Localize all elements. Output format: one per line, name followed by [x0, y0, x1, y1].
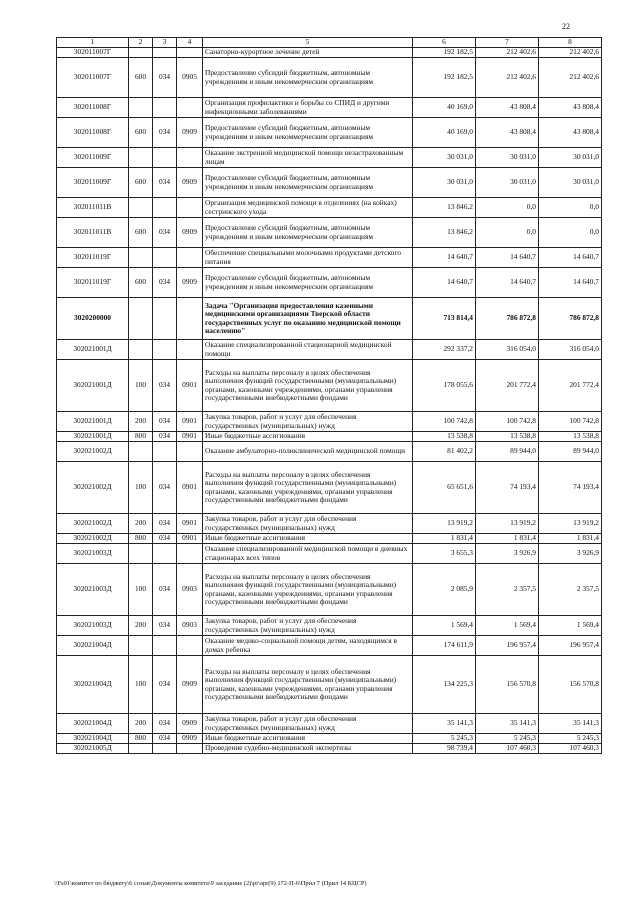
cell-code: 302011009Г	[57, 148, 129, 168]
cell-expense-type: 200	[129, 714, 153, 734]
cell-amount-col6: 292 337,2	[413, 340, 476, 360]
cell-amount-col6: 81 402,2	[413, 442, 476, 462]
cell-description: Иные бюджетные ассигнования	[203, 734, 413, 744]
cell-department: 034	[153, 432, 177, 442]
cell-code: 302021003Д	[57, 564, 129, 616]
cell-department	[153, 544, 177, 564]
cell-expense-type	[129, 48, 153, 58]
cell-code: 302021002Д	[57, 462, 129, 514]
table-row	[57, 462, 602, 514]
cell-code: 302021004Д	[57, 714, 129, 734]
cell-department: 034	[153, 218, 177, 248]
table-row	[57, 636, 602, 656]
cell-expense-type: 800	[129, 432, 153, 442]
cell-amount-col7: 14 640,7	[476, 268, 539, 298]
cell-department	[153, 98, 177, 118]
cell-section: 0901	[177, 462, 203, 514]
cell-amount-col6: 30 031,0	[413, 148, 476, 168]
cell-section: 0901	[177, 534, 203, 544]
cell-amount-col6: 134 225,3	[413, 656, 476, 714]
cell-amount-col7: 786 872,8	[476, 298, 539, 340]
cell-amount-col6: 40 169,0	[413, 98, 476, 118]
cell-section: 0909	[177, 218, 203, 248]
cell-description: Закупка товаров, работ и услуг для обеспечения государственных (муниципальных) нужд	[203, 714, 413, 734]
table-row	[57, 268, 602, 298]
cell-amount-col7: 212 402,6	[476, 48, 539, 58]
cell-section: 0901	[177, 360, 203, 412]
cell-department	[153, 744, 177, 754]
cell-description: Предоставление субсидий бюджетным, автономным учреждениям и иным некоммерческим организациям	[203, 218, 413, 248]
cell-amount-col7: 89 944,0	[476, 442, 539, 462]
cell-amount-col8: 196 957,4	[539, 636, 602, 656]
cell-section	[177, 636, 203, 656]
cell-code: 302021001Д	[57, 412, 129, 432]
cell-section	[177, 198, 203, 218]
cell-expense-type	[129, 544, 153, 564]
cell-description: Организация медицинской помощи в отделениях (на койках) сестринского ухода	[203, 198, 413, 218]
table-row	[57, 514, 602, 534]
cell-amount-col7: 30 031,0	[476, 168, 539, 198]
cell-section: 0909	[177, 714, 203, 734]
cell-section: 0909	[177, 268, 203, 298]
cell-department: 034	[153, 360, 177, 412]
page-number: 22	[562, 22, 570, 31]
cell-section: 0909	[177, 656, 203, 714]
table-row	[57, 544, 602, 564]
cell-amount-col7: 43 808,4	[476, 98, 539, 118]
cell-amount-col7: 316 054,0	[476, 340, 539, 360]
cell-expense-type	[129, 442, 153, 462]
cell-section	[177, 340, 203, 360]
cell-department	[153, 148, 177, 168]
cell-amount-col8: 13 919,2	[539, 514, 602, 534]
cell-amount-col7: 212 402,6	[476, 58, 539, 98]
cell-amount-col8: 30 031,0	[539, 148, 602, 168]
cell-code: 302021005Д	[57, 744, 129, 754]
cell-department: 034	[153, 168, 177, 198]
cell-code: 3020200000	[57, 298, 129, 340]
cell-amount-col6: 1 831,4	[413, 534, 476, 544]
cell-amount-col8: 14 640,7	[539, 248, 602, 268]
file-path-footer: \\Fs01\комитет по бюджету\6 созыв\Документы комитета\9 заседание (2)\pr\apr(9) 172-П-6\Прил 7 (Прил 14 КЦСР)	[54, 880, 367, 887]
header-col-8: 8	[539, 38, 602, 48]
cell-amount-col7: 43 808,4	[476, 118, 539, 148]
cell-code: 302021002Д	[57, 514, 129, 534]
cell-amount-col7: 35 141,3	[476, 714, 539, 734]
cell-department	[153, 48, 177, 58]
cell-description: Оказание экстренной медицинской помощи незастрахованным лицам	[203, 148, 413, 168]
cell-expense-type: 100	[129, 564, 153, 616]
cell-department: 034	[153, 656, 177, 714]
header-col-2: 2	[129, 38, 153, 48]
cell-code: 302011007Г	[57, 48, 129, 58]
cell-description: Предоставление субсидий бюджетным, автономным учреждениям и иным некоммерческим организациям	[203, 168, 413, 198]
budget-table-container	[56, 37, 601, 754]
cell-department: 034	[153, 412, 177, 432]
cell-amount-col6: 40 169,0	[413, 118, 476, 148]
cell-amount-col6: 13 846,2	[413, 218, 476, 248]
cell-amount-col7: 196 957,4	[476, 636, 539, 656]
cell-amount-col7: 1 831,4	[476, 534, 539, 544]
cell-amount-col8: 156 570,8	[539, 656, 602, 714]
cell-description: Иные бюджетные ассигнования	[203, 534, 413, 544]
cell-amount-col6: 5 245,3	[413, 734, 476, 744]
cell-expense-type: 200	[129, 616, 153, 636]
cell-department	[153, 636, 177, 656]
cell-department: 034	[153, 714, 177, 734]
cell-section	[177, 442, 203, 462]
cell-section	[177, 148, 203, 168]
cell-description: Закупка товаров, работ и услуг для обеспечения государственных (муниципальных) нужд	[203, 514, 413, 534]
cell-expense-type	[129, 744, 153, 754]
header-col-1: 1	[57, 38, 129, 48]
cell-expense-type: 100	[129, 656, 153, 714]
cell-amount-col7: 2 357,5	[476, 564, 539, 616]
cell-amount-col6: 13 919,2	[413, 514, 476, 534]
table-row	[57, 168, 602, 198]
cell-code: 302011008Г	[57, 98, 129, 118]
cell-expense-type: 800	[129, 534, 153, 544]
cell-amount-col7: 156 570,8	[476, 656, 539, 714]
cell-description: Расходы на выплаты персоналу в целях обеспечения выполнения функций государственными (муниципальными) органами, казенными учреждениями, органами управления государственными внебюджетными фондами	[203, 462, 413, 514]
table-row	[57, 340, 602, 360]
cell-department: 034	[153, 514, 177, 534]
cell-expense-type	[129, 198, 153, 218]
table-row	[57, 744, 602, 754]
cell-amount-col8: 2 357,5	[539, 564, 602, 616]
table-body	[57, 48, 602, 754]
cell-amount-col8: 43 808,4	[539, 118, 602, 148]
cell-amount-col7: 13 538,8	[476, 432, 539, 442]
cell-amount-col6: 174 611,9	[413, 636, 476, 656]
cell-code: 302011008Г	[57, 118, 129, 148]
table-row	[57, 432, 602, 442]
table-row	[57, 98, 602, 118]
cell-amount-col8: 316 054,0	[539, 340, 602, 360]
table-row	[57, 148, 602, 168]
cell-code: 302011007Г	[57, 58, 129, 98]
table-row	[57, 534, 602, 544]
cell-amount-col8: 1 831,4	[539, 534, 602, 544]
cell-amount-col8: 74 193,4	[539, 462, 602, 514]
cell-section: 0905	[177, 58, 203, 98]
cell-amount-col6: 14 640,7	[413, 248, 476, 268]
cell-amount-col8: 35 141,3	[539, 714, 602, 734]
cell-expense-type	[129, 98, 153, 118]
cell-description: Санаторно-курортное лечение детей	[203, 48, 413, 58]
cell-department: 034	[153, 58, 177, 98]
cell-description: Расходы на выплаты персоналу в целях обеспечения выполнения функций государственными (муниципальными) органами, казенными учреждениями, органами управления государственными внебюджетными фондами	[203, 564, 413, 616]
cell-description: Предоставление субсидий бюджетным, автономным учреждениям и иным некоммерческим организациям	[203, 58, 413, 98]
cell-expense-type: 100	[129, 360, 153, 412]
cell-amount-col6: 2 085,9	[413, 564, 476, 616]
cell-amount-col8: 3 926,9	[539, 544, 602, 564]
cell-description: Организация профилактики и борьбы со СПИД и другими инфекционными заболеваниями	[203, 98, 413, 118]
cell-amount-col8: 100 742,8	[539, 412, 602, 432]
header-col-7: 7	[476, 38, 539, 48]
cell-amount-col8: 0,0	[539, 218, 602, 248]
cell-description: Проведение судебно-медицинской экспертизы	[203, 744, 413, 754]
cell-expense-type	[129, 148, 153, 168]
cell-amount-col6: 3 655,3	[413, 544, 476, 564]
cell-amount-col7: 3 926,9	[476, 544, 539, 564]
cell-code: 302021002Д	[57, 534, 129, 544]
table-row	[57, 198, 602, 218]
cell-description: Закупка товаров, работ и услуг для обеспечения государственных (муниципальных) нужд	[203, 616, 413, 636]
cell-code: 302011019Г	[57, 268, 129, 298]
cell-section: 0909	[177, 168, 203, 198]
cell-amount-col6: 178 055,6	[413, 360, 476, 412]
cell-amount-col6: 30 031,0	[413, 168, 476, 198]
cell-description: Оказание медико-социальной помощи детям, находящимся в домах ребенка	[203, 636, 413, 656]
cell-amount-col6: 35 141,3	[413, 714, 476, 734]
table-row	[57, 298, 602, 340]
cell-expense-type: 200	[129, 514, 153, 534]
cell-amount-col8: 107 460,3	[539, 744, 602, 754]
table-row	[57, 564, 602, 616]
cell-amount-col6: 98 739,4	[413, 744, 476, 754]
cell-amount-col8: 212 402,6	[539, 58, 602, 98]
cell-amount-col7: 1 569,4	[476, 616, 539, 636]
cell-department	[153, 298, 177, 340]
cell-department: 034	[153, 534, 177, 544]
cell-expense-type	[129, 248, 153, 268]
cell-section	[177, 744, 203, 754]
cell-expense-type: 600	[129, 168, 153, 198]
cell-amount-col7: 201 772,4	[476, 360, 539, 412]
cell-department	[153, 442, 177, 462]
cell-section: 0903	[177, 616, 203, 636]
cell-amount-col7: 107 460,3	[476, 744, 539, 754]
table-row	[57, 58, 602, 98]
cell-description: Иные бюджетные ассигнования	[203, 432, 413, 442]
cell-description: Предоставление субсидий бюджетным, автономным учреждениям и иным некоммерческим организациям	[203, 268, 413, 298]
cell-expense-type: 200	[129, 412, 153, 432]
cell-expense-type: 600	[129, 58, 153, 98]
table-header-row	[57, 38, 602, 48]
cell-code: 302021001Д	[57, 360, 129, 412]
cell-code: 302021001Д	[57, 432, 129, 442]
cell-section	[177, 544, 203, 564]
table-row	[57, 734, 602, 744]
table-row	[57, 360, 602, 412]
cell-description: Задача "Организация предоставления казенными медицинскими организациями Тверской области государственных услуг по оказанию медицинской помощи населению"	[203, 298, 413, 340]
cell-description: Расходы на выплаты персоналу в целях обеспечения выполнения функций государственными (муниципальными) органами, казенными учреждениями, органами управления государственными внебюджетными фондами	[203, 656, 413, 714]
cell-section	[177, 298, 203, 340]
header-col-6: 6	[413, 38, 476, 48]
cell-amount-col8: 14 640,7	[539, 268, 602, 298]
cell-code: 302021004Д	[57, 734, 129, 744]
cell-section: 0901	[177, 412, 203, 432]
cell-code: 302011019Г	[57, 248, 129, 268]
cell-description: Предоставление субсидий бюджетным, автономным учреждениям и иным некоммерческим организациям	[203, 118, 413, 148]
cell-amount-col8: 1 569,4	[539, 616, 602, 636]
header-col-4: 4	[177, 38, 203, 48]
cell-code: 302021002Д	[57, 442, 129, 462]
budget-table	[56, 37, 602, 754]
cell-amount-col6: 13 538,8	[413, 432, 476, 442]
cell-amount-col8: 201 772,4	[539, 360, 602, 412]
table-row	[57, 218, 602, 248]
cell-amount-col8: 30 031,0	[539, 168, 602, 198]
cell-expense-type: 100	[129, 462, 153, 514]
cell-amount-col7: 30 031,0	[476, 148, 539, 168]
cell-amount-col8: 5 245,3	[539, 734, 602, 744]
cell-description: Оказание специализированной стационарной медицинской помощи	[203, 340, 413, 360]
cell-amount-col6: 192 182,5	[413, 48, 476, 58]
cell-amount-col8: 786 872,8	[539, 298, 602, 340]
cell-amount-col7: 100 742,8	[476, 412, 539, 432]
cell-section: 0909	[177, 118, 203, 148]
cell-amount-col8: 89 944,0	[539, 442, 602, 462]
cell-code: 302011011В	[57, 198, 129, 218]
cell-section: 0909	[177, 734, 203, 744]
cell-code: 302021003Д	[57, 544, 129, 564]
cell-amount-col7: 74 193,4	[476, 462, 539, 514]
cell-description: Оказание амбулаторно-поликлинической медицинской помощи	[203, 442, 413, 462]
cell-expense-type: 800	[129, 734, 153, 744]
table-row	[57, 656, 602, 714]
cell-section: 0901	[177, 514, 203, 534]
cell-amount-col7: 5 245,3	[476, 734, 539, 744]
cell-expense-type	[129, 340, 153, 360]
cell-description: Обеспечение специальными молочными продуктами детского питания	[203, 248, 413, 268]
cell-amount-col7: 0,0	[476, 218, 539, 248]
cell-amount-col8: 0,0	[539, 198, 602, 218]
cell-expense-type: 600	[129, 118, 153, 148]
cell-section	[177, 98, 203, 118]
cell-code: 302011011В	[57, 218, 129, 248]
cell-amount-col6: 100 742,8	[413, 412, 476, 432]
cell-department: 034	[153, 564, 177, 616]
cell-section: 0903	[177, 564, 203, 616]
header-col-5: 5	[203, 38, 413, 48]
cell-expense-type	[129, 298, 153, 340]
cell-amount-col6: 14 640,7	[413, 268, 476, 298]
cell-description: Закупка товаров, работ и услуг для обеспечения государственных (муниципальных) нужд	[203, 412, 413, 432]
cell-section	[177, 248, 203, 268]
cell-amount-col6: 13 846,2	[413, 198, 476, 218]
cell-department	[153, 248, 177, 268]
cell-expense-type: 600	[129, 218, 153, 248]
table-row	[57, 118, 602, 148]
table-row	[57, 714, 602, 734]
cell-code: 302021003Д	[57, 616, 129, 636]
cell-department: 034	[153, 118, 177, 148]
cell-section: 0901	[177, 432, 203, 442]
cell-code: 302011009Г	[57, 168, 129, 198]
cell-amount-col8: 212 402,6	[539, 48, 602, 58]
cell-amount-col6: 192 182,5	[413, 58, 476, 98]
table-row	[57, 442, 602, 462]
cell-amount-col6: 1 569,4	[413, 616, 476, 636]
cell-department: 034	[153, 462, 177, 514]
cell-description: Оказание специализированной медицинской помощи в дневных стационарах всех типов	[203, 544, 413, 564]
cell-department: 034	[153, 616, 177, 636]
cell-code: 302021004Д	[57, 636, 129, 656]
cell-amount-col7: 14 640,7	[476, 248, 539, 268]
table-row	[57, 412, 602, 432]
cell-department	[153, 340, 177, 360]
cell-department: 034	[153, 734, 177, 744]
cell-code: 302021004Д	[57, 656, 129, 714]
cell-department: 034	[153, 268, 177, 298]
cell-description: Расходы на выплаты персоналу в целях обеспечения выполнения функций государственными (муниципальными) органами, казенными учреждениями, органами управления государственными внебюджетными фондами	[203, 360, 413, 412]
cell-amount-col7: 0,0	[476, 198, 539, 218]
cell-amount-col6: 713 814,4	[413, 298, 476, 340]
cell-amount-col8: 43 808,4	[539, 98, 602, 118]
cell-code: 302021001Д	[57, 340, 129, 360]
cell-amount-col7: 13 919,2	[476, 514, 539, 534]
cell-department	[153, 198, 177, 218]
cell-amount-col8: 13 538,8	[539, 432, 602, 442]
table-row	[57, 248, 602, 268]
cell-amount-col6: 65 651,6	[413, 462, 476, 514]
cell-section	[177, 48, 203, 58]
header-col-3: 3	[153, 38, 177, 48]
cell-expense-type	[129, 636, 153, 656]
cell-expense-type: 600	[129, 268, 153, 298]
table-row	[57, 48, 602, 58]
table-row	[57, 616, 602, 636]
